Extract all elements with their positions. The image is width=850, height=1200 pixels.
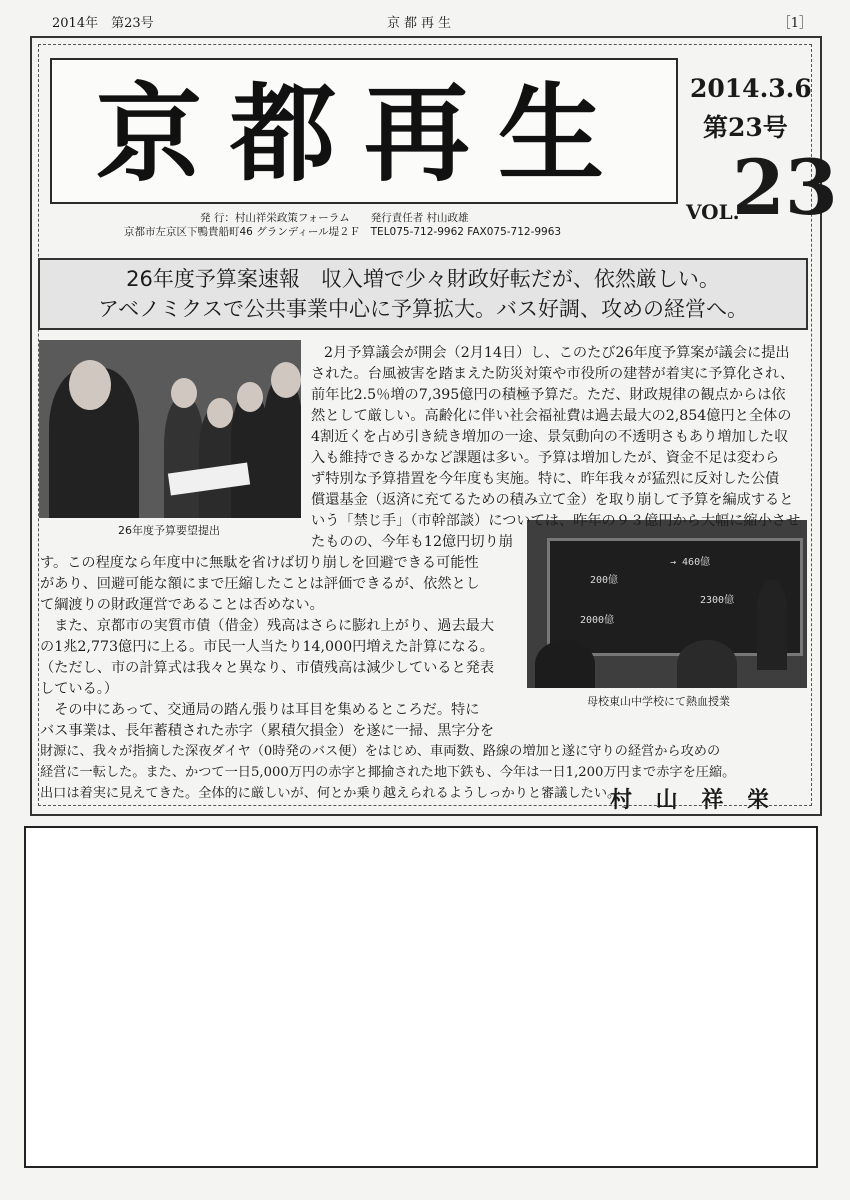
photo-person-head — [207, 398, 233, 428]
photo-person-head — [171, 378, 197, 408]
vol-number: 23 — [732, 143, 838, 232]
body-line: 4割近くを占め引き続き増加の一途、景気動向の不透明さもあり増加した収 — [311, 429, 789, 445]
masthead-box — [50, 58, 678, 204]
body-line: があり、回避可能な額にまで圧縮したことは評価できるが、依然とし — [40, 576, 480, 592]
body-line: （ただし、市の計算式は我々と異なり、市債残高は減少していると発表 — [40, 660, 495, 676]
body-line: 経営に一転した。また、かつて一日5,000万円の赤字と揶揄された地下鉄も、今年は一日1,200万円まで赤字を圧縮。 — [40, 765, 736, 780]
body-line: 前年比2.5％増の7,395億円の積極予算だ。ただ、財政規律の観点からは依 — [311, 387, 786, 403]
body-line: 出口は着実に見えてきた。全体的に厳しいが、何とか乗り越えられるようしっかりと審議したい。 — [40, 786, 621, 801]
classroom-photo — [527, 520, 807, 688]
body-line: す。この程度なら年度中に無駄を省けば切り崩しを回避できる可能性 — [40, 555, 479, 571]
blackboard: 200億 → 460億 2300億 2000億 — [547, 538, 803, 656]
body-line: している。） — [40, 681, 119, 697]
photo-person-head — [237, 382, 263, 412]
body-line: バス事業は、長年蓄積された赤字（累積欠損金）を遂に一掃、黒字分を — [40, 723, 495, 739]
body-line: 財源に、我々が指摘した深夜ダイヤ（0時発のバス便）をはじめ、車両数、路線の増加と遂に守りの経営から攻めの — [40, 744, 721, 759]
issue-date: 2014.3.6 — [690, 74, 812, 103]
header-page-number: ［1］ — [777, 16, 812, 31]
masthead-title: 京都再生 — [96, 73, 632, 196]
body-line: された。台風被害を踏まえた防災対策や市役所の建替が着実に予算化され、 — [311, 366, 795, 382]
photo-caption-1: 26年度予算要望提出 — [118, 524, 220, 537]
body-line: 然として厳しい。高齢化に伴い社会福祉費は過去最大の2,854億円と全体の — [311, 408, 792, 424]
photo-person-head — [271, 362, 301, 398]
publisher-line: 発 行：村山祥栄政策フォーラム 発行責任者 村山政雄 — [200, 212, 469, 224]
author-signature: 村 山 祥 栄 — [610, 787, 777, 813]
photo-caption-2: 母校東山中学校にて熱血授業 — [587, 695, 730, 708]
body-line: ず特別な予算措置を今年度も実施。特に、昨年我々が猛烈に反対した公債 — [311, 471, 780, 487]
photo-person — [263, 378, 301, 518]
blank-lower-panel — [24, 826, 818, 1168]
headline-box — [38, 258, 808, 330]
body-line: 償還基金（返済に充てるための積み立て金）を取り崩して予算を編成すると — [311, 492, 794, 508]
body-line: の1兆2,773億円に上る。市民一人当たり14,000円増えた計算になる。 — [40, 639, 494, 655]
budget-request-photo — [39, 340, 301, 518]
body-line: て綱渡りの財政運営であることは否めない。 — [40, 597, 324, 613]
body-line: 2月予算議会が開会（2月14日）し、このたび26年度予算案が議会に提出 — [324, 345, 790, 361]
body-line: また、京都市の実質市債（借金）残高はさらに膨れ上がり、過去最大 — [40, 618, 495, 634]
body-line: たものの、今年も12億円切り崩 — [311, 534, 513, 550]
address-line: 京都市左京区下鴨貴船町46 グランディール堤２Ｆ TEL075-712-9962 FAX075-712-9963 — [124, 226, 562, 238]
body-line: いう「禁じ手」（市幹部談）については、昨年の９３億円から大幅に縮小させ — [311, 513, 801, 529]
headline-line-2: アベノミクスで公共事業中心に予算拡大。バス好調、攻めの経営へ。 — [98, 297, 748, 321]
photo-student — [677, 640, 737, 688]
body-line: 入も維持できるかなど課題は多い。予算は増加したが、資金不足は変わら — [311, 450, 780, 466]
header-paper-name: 京都再生 — [387, 16, 456, 31]
issue-number: 第23号 — [703, 113, 788, 142]
photo-person — [164, 398, 204, 518]
photo-teacher — [757, 580, 787, 670]
headline-line-1: 26年度予算案速報 収入増で少々財政好転だが、依然厳しい。 — [126, 267, 720, 291]
vol-label: VOL. — [686, 200, 740, 224]
page-header — [52, 12, 812, 30]
photo-person-head — [69, 360, 111, 410]
header-year-issue: 2014年 第23号 — [52, 16, 154, 31]
photo-student — [535, 640, 595, 688]
body-line: その中にあって、交通局の踏ん張りは耳目を集めるところだ。特に — [40, 702, 480, 718]
